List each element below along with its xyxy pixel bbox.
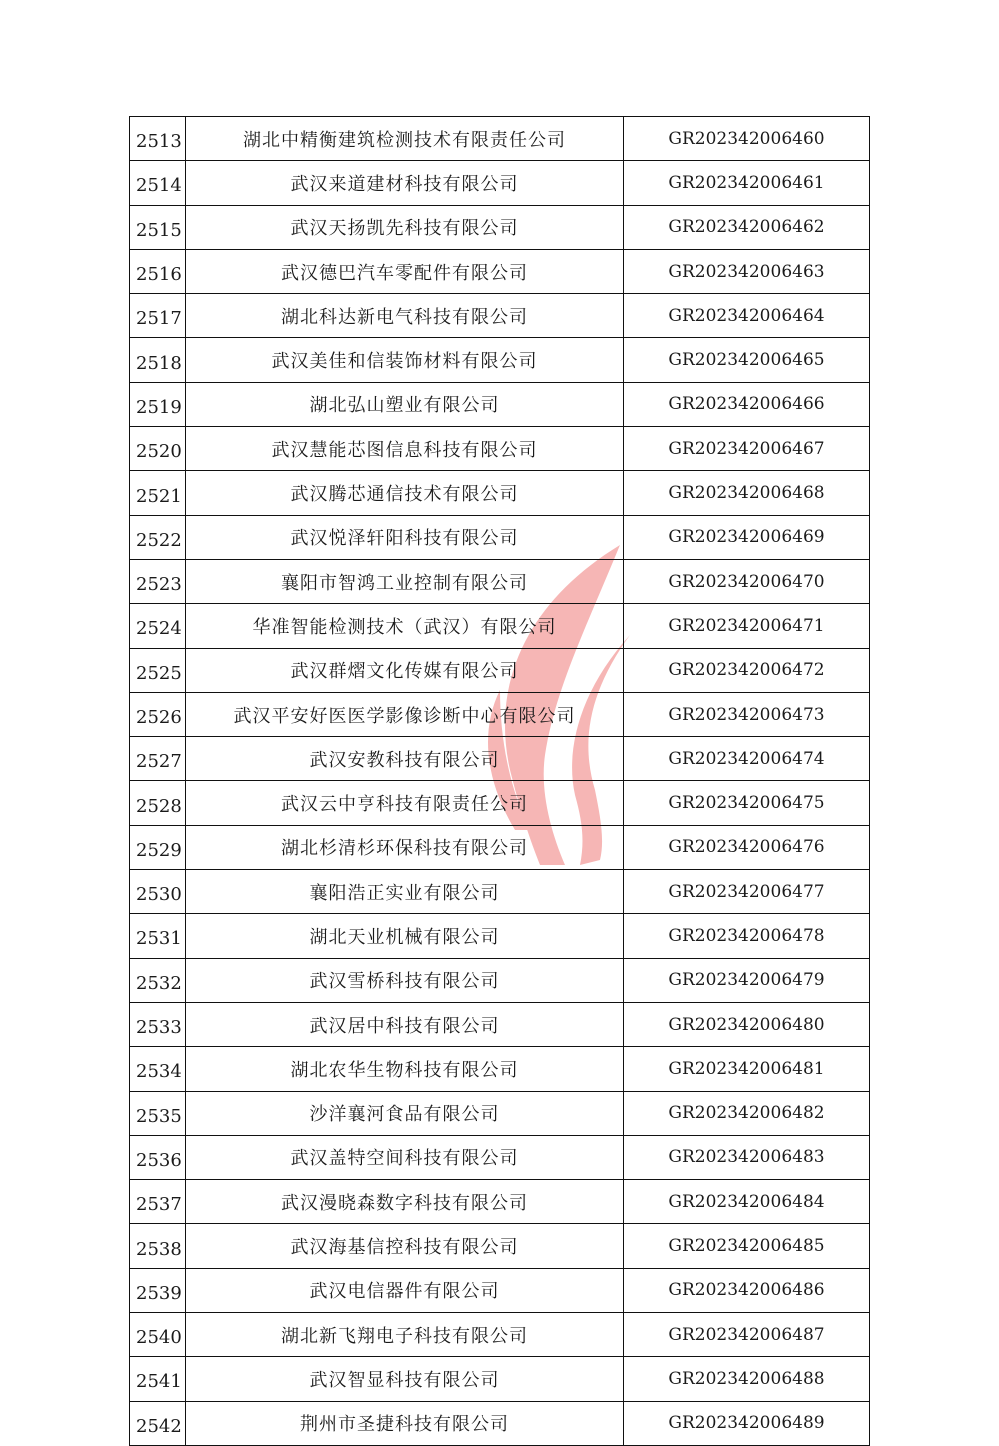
row-number: 2538 <box>130 1224 186 1268</box>
company-name: 湖北天业机械有限公司 <box>186 914 624 958</box>
certificate-number: GR202342006472 <box>624 648 870 692</box>
row-number: 2536 <box>130 1135 186 1179</box>
company-name: 襄阳市智鸿工业控制有限公司 <box>186 559 624 603</box>
table-row <box>130 161 870 205</box>
certificate-number: GR202342006461 <box>624 161 870 205</box>
table-row <box>130 604 870 648</box>
row-number: 2533 <box>130 1002 186 1046</box>
company-name: 武汉智显科技有限公司 <box>186 1357 624 1401</box>
company-name: 湖北新飞翔电子科技有限公司 <box>186 1313 624 1357</box>
company-name: 武汉慧能芯图信息科技有限公司 <box>186 427 624 471</box>
company-name: 武汉德巴汽车零配件有限公司 <box>186 249 624 293</box>
row-number: 2534 <box>130 1047 186 1091</box>
table-row <box>130 1180 870 1224</box>
certificate-number: GR202342006489 <box>624 1401 870 1445</box>
table-body <box>130 117 870 1446</box>
table-row <box>130 1357 870 1401</box>
table-row <box>130 205 870 249</box>
certificate-number: GR202342006484 <box>624 1180 870 1224</box>
table-row <box>130 559 870 603</box>
table-row <box>130 117 870 161</box>
certificate-number: GR202342006481 <box>624 1047 870 1091</box>
certificate-number: GR202342006482 <box>624 1091 870 1135</box>
table-row <box>130 914 870 958</box>
table-row <box>130 1268 870 1312</box>
company-name: 华准智能检测技术（武汉）有限公司 <box>186 604 624 648</box>
company-name: 襄阳浩正实业有限公司 <box>186 870 624 914</box>
company-name: 武汉居中科技有限公司 <box>186 1002 624 1046</box>
certificate-number: GR202342006478 <box>624 914 870 958</box>
company-name: 武汉漫晓森数字科技有限公司 <box>186 1180 624 1224</box>
certificate-number: GR202342006477 <box>624 870 870 914</box>
row-number: 2528 <box>130 781 186 825</box>
row-number: 2540 <box>130 1313 186 1357</box>
company-name: 武汉盖特空间科技有限公司 <box>186 1135 624 1179</box>
row-number: 2532 <box>130 958 186 1002</box>
row-number: 2537 <box>130 1180 186 1224</box>
row-number: 2524 <box>130 604 186 648</box>
row-number: 2514 <box>130 161 186 205</box>
certificate-number: GR202342006469 <box>624 515 870 559</box>
certificate-number: GR202342006462 <box>624 205 870 249</box>
row-number: 2523 <box>130 559 186 603</box>
certificate-number: GR202342006464 <box>624 294 870 338</box>
table-row <box>130 1224 870 1268</box>
certificate-number: GR202342006488 <box>624 1357 870 1401</box>
row-number: 2522 <box>130 515 186 559</box>
table-row <box>130 1313 870 1357</box>
certificate-number: GR202342006485 <box>624 1224 870 1268</box>
company-name: 武汉安教科技有限公司 <box>186 737 624 781</box>
certificate-number: GR202342006460 <box>624 117 870 161</box>
company-name: 武汉天扬凯先科技有限公司 <box>186 205 624 249</box>
certificate-number: GR202342006475 <box>624 781 870 825</box>
company-name: 湖北弘山塑业有限公司 <box>186 382 624 426</box>
row-number: 2525 <box>130 648 186 692</box>
enterprise-table <box>129 116 870 1446</box>
row-number: 2539 <box>130 1268 186 1312</box>
company-name: 湖北农华生物科技有限公司 <box>186 1047 624 1091</box>
company-name: 沙洋襄河食品有限公司 <box>186 1091 624 1135</box>
row-number: 2541 <box>130 1357 186 1401</box>
company-name: 武汉云中亨科技有限责任公司 <box>186 781 624 825</box>
company-name: 武汉美佳和信装饰材料有限公司 <box>186 338 624 382</box>
table-row <box>130 427 870 471</box>
row-number: 2521 <box>130 471 186 515</box>
row-number: 2516 <box>130 249 186 293</box>
table-row <box>130 870 870 914</box>
table-row <box>130 1091 870 1135</box>
row-number: 2530 <box>130 870 186 914</box>
company-name: 武汉雪桥科技有限公司 <box>186 958 624 1002</box>
table-row <box>130 958 870 1002</box>
table-row <box>130 781 870 825</box>
certificate-number: GR202342006468 <box>624 471 870 515</box>
certificate-number: GR202342006487 <box>624 1313 870 1357</box>
table-row <box>130 737 870 781</box>
row-number: 2518 <box>130 338 186 382</box>
table-row <box>130 1002 870 1046</box>
certificate-number: GR202342006479 <box>624 958 870 1002</box>
company-name: 湖北中精衡建筑检测技术有限责任公司 <box>186 117 624 161</box>
company-name: 武汉来道建材科技有限公司 <box>186 161 624 205</box>
row-number: 2520 <box>130 427 186 471</box>
row-number: 2517 <box>130 294 186 338</box>
table-row <box>130 825 870 869</box>
table-row <box>130 382 870 426</box>
row-number: 2515 <box>130 205 186 249</box>
row-number: 2519 <box>130 382 186 426</box>
table-row <box>130 1135 870 1179</box>
table-row <box>130 294 870 338</box>
company-name: 湖北杉清杉环保科技有限公司 <box>186 825 624 869</box>
table-row <box>130 338 870 382</box>
certificate-number: GR202342006471 <box>624 604 870 648</box>
table-row <box>130 515 870 559</box>
certificate-number: GR202342006483 <box>624 1135 870 1179</box>
row-number: 2529 <box>130 825 186 869</box>
certificate-number: GR202342006465 <box>624 338 870 382</box>
certificate-number: GR202342006486 <box>624 1268 870 1312</box>
company-name: 荆州市圣捷科技有限公司 <box>186 1401 624 1445</box>
company-name: 武汉海基信控科技有限公司 <box>186 1224 624 1268</box>
table-row <box>130 648 870 692</box>
certificate-number: GR202342006473 <box>624 692 870 736</box>
certificate-number: GR202342006467 <box>624 427 870 471</box>
table-row <box>130 1401 870 1445</box>
table-row <box>130 692 870 736</box>
certificate-number: GR202342006463 <box>624 249 870 293</box>
row-number: 2526 <box>130 692 186 736</box>
company-name: 武汉腾芯通信技术有限公司 <box>186 471 624 515</box>
table-row <box>130 249 870 293</box>
row-number: 2527 <box>130 737 186 781</box>
certificate-number: GR202342006470 <box>624 559 870 603</box>
certificate-number: GR202342006474 <box>624 737 870 781</box>
table-row <box>130 1047 870 1091</box>
company-name: 武汉群熠文化传媒有限公司 <box>186 648 624 692</box>
table-row <box>130 471 870 515</box>
company-name: 武汉悦泽轩阳科技有限公司 <box>186 515 624 559</box>
company-name: 湖北科达新电气科技有限公司 <box>186 294 624 338</box>
row-number: 2513 <box>130 117 186 161</box>
certificate-number: GR202342006466 <box>624 382 870 426</box>
certificate-number: GR202342006476 <box>624 825 870 869</box>
company-name: 武汉平安好医医学影像诊断中心有限公司 <box>186 692 624 736</box>
row-number: 2535 <box>130 1091 186 1135</box>
row-number: 2531 <box>130 914 186 958</box>
certificate-number: GR202342006480 <box>624 1002 870 1046</box>
row-number: 2542 <box>130 1401 186 1445</box>
company-name: 武汉电信器件有限公司 <box>186 1268 624 1312</box>
